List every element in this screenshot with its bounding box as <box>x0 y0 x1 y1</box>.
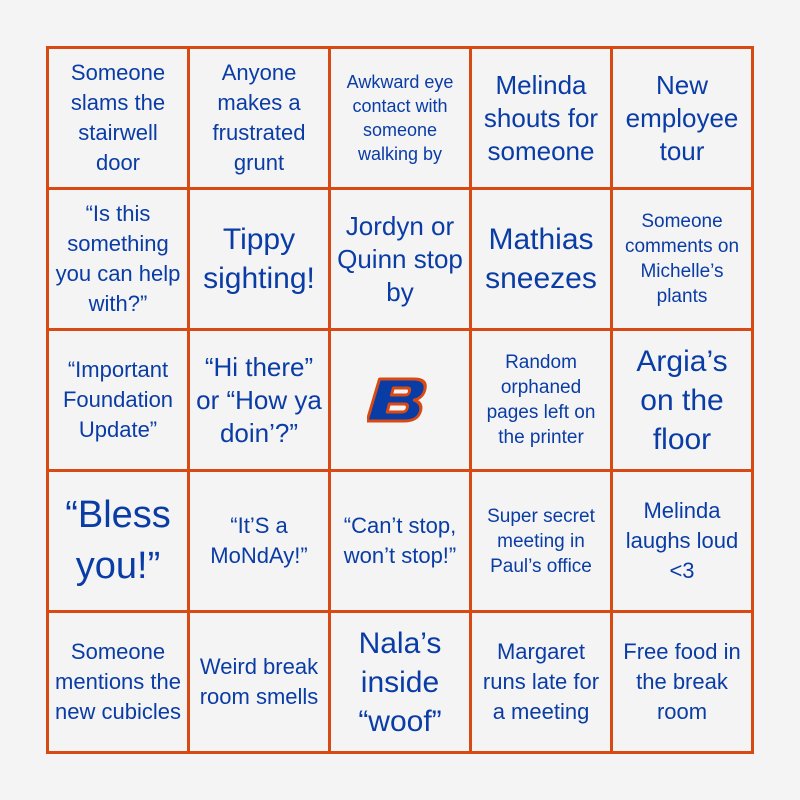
cell-text: “Is this something you can help with?” <box>55 201 181 316</box>
cell-text: Tippy sighting! <box>203 223 315 295</box>
bingo-cell[interactable] <box>190 472 328 610</box>
cell-text: “Bless you!” <box>65 494 171 587</box>
bingo-cell[interactable] <box>472 613 610 751</box>
bingo-cell[interactable] <box>613 49 751 187</box>
cell-text: Weird break room smells <box>199 654 319 709</box>
bingo-cell[interactable] <box>190 49 328 187</box>
bingo-cell[interactable] <box>190 613 328 751</box>
cell-text: Mathias sneezes <box>485 223 597 295</box>
bingo-cell[interactable] <box>472 472 610 610</box>
cell-text: “Hi there” or “How ya doin’?” <box>196 351 322 448</box>
bingo-cell[interactable] <box>49 472 187 610</box>
cell-text: Melinda shouts for someone <box>483 69 599 166</box>
bingo-cell[interactable] <box>472 49 610 187</box>
cell-text: Random orphaned pages left on the printer <box>486 352 596 448</box>
bingo-cell[interactable] <box>472 190 610 328</box>
bingo-cell[interactable] <box>613 331 751 469</box>
cell-text: Free food in the break room <box>623 639 741 724</box>
cell-text: Argia’s on the floor <box>636 344 728 456</box>
cell-text: “It’S a MoNdAy!” <box>210 513 308 568</box>
bingo-cell[interactable] <box>49 190 187 328</box>
cell-text: Anyone makes a frustrated grunt <box>212 60 306 175</box>
bingo-cell[interactable] <box>49 49 187 187</box>
cell-text: Someone comments on Michelle’s plants <box>624 211 740 307</box>
cell-text: “Can’t stop, won’t stop!” <box>343 513 457 568</box>
cell-text: Jordyn or Quinn stop by <box>337 210 463 307</box>
cell-text: Nala’s inside “woof” <box>358 626 442 738</box>
cell-text: Someone mentions the new cubicles <box>55 639 181 724</box>
bingo-cell[interactable] <box>331 472 469 610</box>
bingo-cell[interactable] <box>613 190 751 328</box>
bingo-cell[interactable] <box>49 613 187 751</box>
cell-text: Margaret runs late for a meeting <box>482 639 600 724</box>
bingo-cell[interactable] <box>472 331 610 469</box>
cell-text: Awkward eye contact with someone walking by <box>346 72 454 164</box>
bingo-board <box>46 46 754 754</box>
bingo-cell[interactable] <box>190 190 328 328</box>
bingo-cell[interactable] <box>331 49 469 187</box>
bronco-b-logo-icon <box>367 373 433 427</box>
cell-text: “Important Foundation Update” <box>62 357 174 442</box>
cell-text: Super secret meeting in Paul’s office <box>487 505 595 577</box>
cell-text: New employee tour <box>625 69 739 166</box>
bingo-cell[interactable] <box>613 613 751 751</box>
cell-text: Melinda laughs loud <3 <box>625 498 739 583</box>
free-space-cell[interactable] <box>331 331 469 469</box>
cell-text: Someone slams the stairwell door <box>70 60 166 175</box>
bingo-cell[interactable] <box>190 331 328 469</box>
bingo-cell[interactable] <box>49 331 187 469</box>
bingo-cell[interactable] <box>331 190 469 328</box>
bingo-cell[interactable] <box>613 472 751 610</box>
bingo-cell[interactable] <box>331 613 469 751</box>
